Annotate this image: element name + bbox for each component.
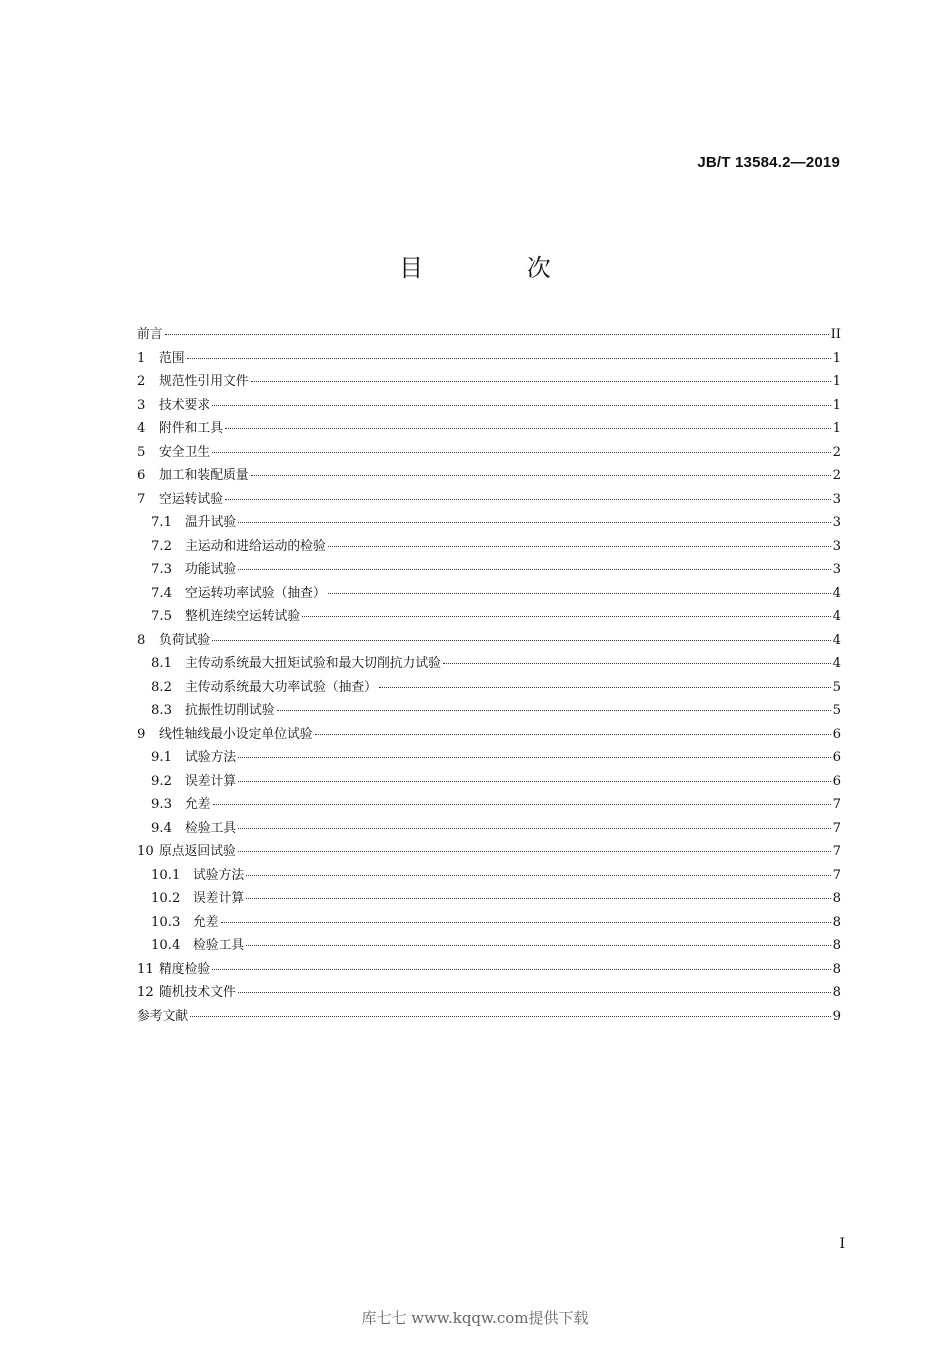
toc-entry[interactable] [137,1005,841,1029]
toc-entry-number: 7.3 [151,562,172,577]
toc-entry[interactable] [137,770,841,794]
toc-entry-number: 11 [137,961,154,977]
toc-entry-number: 12 [137,985,154,1000]
toc-entry-page: 8 [832,985,841,1000]
dot-leader [302,606,830,617]
toc-entry[interactable] [137,840,841,864]
toc-entry-number: 9.3 [151,797,172,812]
toc-entry-title: 前言 [137,327,163,342]
table-of-contents [137,323,841,1028]
toc-entry[interactable] [137,558,841,582]
toc-entry-title: 主运动和进给运动的检验 [185,538,326,554]
toc-entry-title: 空运转试验 [159,491,223,507]
watermark: 库七七 www.kqqw.com提供下载 [361,1309,589,1327]
toc-entry-title: 加工和装配质量 [159,468,249,483]
toc-entry[interactable] [137,887,841,911]
toc-entry-title: 参考文献 [137,1008,189,1024]
toc-entry[interactable] [137,864,841,888]
toc-entry-page: 5 [832,679,841,695]
dot-leader [238,841,831,852]
toc-entry-page: 7 [832,867,841,883]
toc-entry[interactable] [137,793,841,817]
dot-leader [213,794,831,805]
toc-entry-title: 主传动系统最大功率试验（抽查） [185,679,377,695]
dot-leader [246,888,830,899]
toc-entry-page: 3 [832,515,841,530]
toc-entry-number: 9.4 [151,820,172,836]
toc-entry-page: 4 [832,609,841,624]
toc-entry-title: 检验工具 [193,938,245,953]
toc-entry-title: 试验方法 [193,867,245,883]
dot-leader [238,771,830,782]
toc-entry-number: 7 [137,491,146,507]
dot-leader [328,536,831,547]
toc-entry-page: 4 [832,656,841,671]
toc-entry-number: 7.2 [151,538,172,554]
toc-entry-title: 负荷试验 [159,632,211,648]
toc-entry-number: 9.2 [151,773,172,789]
standard-code: JB/T 13584.2—2019 [697,154,840,171]
toc-entry-number: 5 [137,444,146,460]
toc-entry-number: 7.1 [151,515,172,530]
dot-leader [246,865,830,876]
dot-leader [251,465,831,476]
toc-entry[interactable] [137,323,841,347]
toc-entry-title: 抗振性切削试验 [185,703,275,718]
toc-entry-title: 误差计算 [193,891,245,906]
toc-entry-page: 8 [832,914,841,930]
toc-entry-page: 6 [832,750,841,765]
dot-leader [225,489,831,500]
toc-entry[interactable] [137,699,841,723]
toc-entry-title: 误差计算 [185,773,237,789]
toc-entry[interactable] [137,629,841,653]
toc-entry-title: 安全卫生 [159,444,211,460]
toc-entry-title: 检验工具 [185,820,237,836]
toc-entry-number: 4 [137,421,146,436]
toc-entry-title: 整机连续空运转试验 [185,609,301,624]
toc-entry-page: 3 [832,491,841,507]
toc-entry[interactable] [137,464,841,488]
toc-entry-number: 2 [137,374,146,389]
toc-entry-number: 6 [137,468,146,483]
toc-entry-number: 8.2 [151,679,172,695]
toc-entry-page: 1 [832,421,841,436]
dot-leader [379,677,831,688]
dot-leader [238,747,830,758]
dot-leader [225,418,831,429]
toc-entry-page: 7 [832,820,841,836]
dot-leader [165,324,829,335]
dot-leader [246,935,830,946]
toc-entry-page: 1 [832,350,841,366]
toc-entry[interactable] [137,347,841,371]
toc-entry-page: 8 [832,938,841,953]
toc-entry-title: 主传动系统最大扭矩试验和最大切削抗力试验 [185,656,441,671]
toc-entry-page: 8 [832,961,841,977]
toc-entry-number: 8 [137,632,146,648]
toc-entry[interactable] [137,488,841,512]
dot-leader [238,559,830,570]
toc-entry-title: 附件和工具 [159,421,223,436]
toc-entry-page: 2 [832,468,841,483]
toc-entry-page: 6 [832,726,841,742]
toc-entry[interactable] [137,394,841,418]
toc-entry-number: 9 [137,726,146,742]
toc-entry-number: 8.3 [151,703,172,718]
toc-entry-number: 7.4 [151,585,172,601]
toc-entry-title: 规范性引用文件 [159,374,249,389]
toc-entry-title: 允差 [185,797,211,812]
dot-leader [251,371,831,382]
toc-entry-page: 1 [832,397,841,413]
dot-leader [328,583,831,594]
toc-entry-title: 随机技术文件 [159,985,236,1000]
toc-entry-number: 10 [137,844,154,859]
toc-entry-page: 3 [832,538,841,554]
toc-entry-page: 6 [832,773,841,789]
dot-leader [221,912,831,923]
toc-entry-number: 8.1 [151,656,172,671]
dot-leader [238,512,830,523]
toc-entry[interactable] [137,911,841,935]
dot-leader [315,724,831,735]
toc-entry-page: 4 [832,632,841,648]
toc-entry-page: 7 [832,797,841,812]
toc-entry[interactable] [137,817,841,841]
toc-entry-page: 3 [832,562,841,577]
toc-entry-page: 2 [832,444,841,460]
toc-entry[interactable] [137,652,841,676]
toc-entry[interactable] [137,676,841,700]
dot-leader [212,442,830,453]
dot-leader [238,982,831,993]
toc-entry-page: 9 [832,1008,841,1024]
toc-entry[interactable] [137,981,841,1005]
toc-entry-title: 试验方法 [185,750,237,765]
dot-leader [212,630,830,641]
toc-entry-title: 允差 [193,914,219,930]
toc-entry-page: 8 [832,891,841,906]
toc-entry-number: 1 [137,350,146,366]
toc-entry-page: 1 [832,374,841,389]
toc-entry-title: 温升试验 [185,515,237,530]
toc-entry-number: 10.1 [151,867,181,883]
toc-entry[interactable] [137,535,841,559]
page-title: 目 次 [399,254,599,282]
toc-entry-number: 3 [137,397,146,413]
toc-entry-page: 5 [832,703,841,718]
toc-entry-number: 10.2 [151,891,181,906]
dot-leader [238,818,830,829]
toc-entry[interactable] [137,582,841,606]
dot-leader [443,653,831,664]
dot-leader [190,1006,830,1017]
toc-entry[interactable] [137,417,841,441]
toc-entry[interactable] [137,511,841,535]
toc-entry-title: 空运转功率试验（抽查） [185,585,326,601]
dot-leader [212,395,830,406]
toc-entry-title: 功能试验 [185,562,237,577]
toc-entry-title: 精度检验 [159,961,211,977]
toc-entry-number: 10.4 [151,938,181,953]
toc-entry[interactable] [137,370,841,394]
toc-entry-title: 线性轴线最小设定单位试验 [159,726,313,742]
toc-entry[interactable] [137,441,841,465]
toc-entry[interactable] [137,605,841,629]
dot-leader [212,959,830,970]
toc-entry-title: 范围 [159,350,185,366]
toc-entry-page: II [830,327,841,342]
dot-leader [187,348,831,359]
toc-entry-page: 4 [832,585,841,601]
toc-entry[interactable] [137,746,841,770]
toc-entry[interactable] [137,723,841,747]
toc-entry-title: 技术要求 [159,397,211,413]
page-number: I [839,1236,845,1252]
dot-leader [277,700,831,711]
toc-entry[interactable] [137,934,841,958]
toc-entry[interactable] [137,958,841,982]
toc-entry-number: 10.3 [151,914,181,930]
toc-entry-number: 9.1 [151,750,172,765]
toc-entry-title: 原点返回试验 [159,844,236,859]
toc-entry-number: 7.5 [151,609,172,624]
toc-entry-page: 7 [832,844,841,859]
